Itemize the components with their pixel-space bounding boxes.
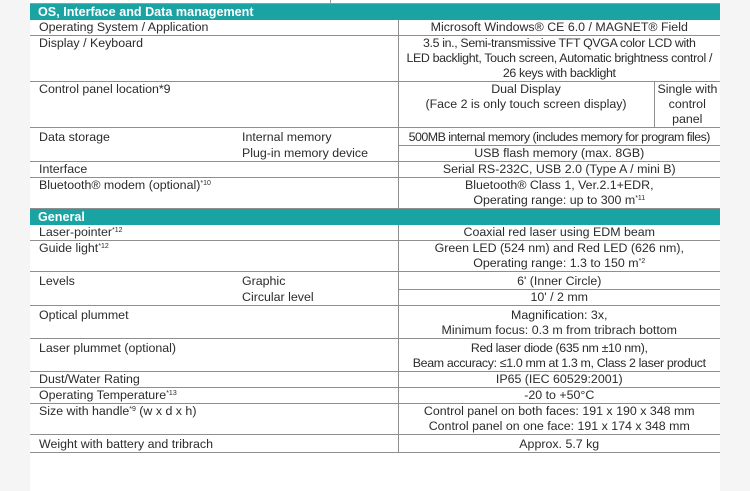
row-value: USB flash memory (max. 8GB) [398,146,720,162]
row-display-keyboard [30,36,720,82]
row-value: Serial RS-232C, USB 2.0 (Type A / mini B) [398,162,720,178]
row-label: Display / Keyboard [30,36,398,82]
row-value: Red laser diode (635 nm ±10 nm), Beam accuracy: ≤1.0 mm at 1.3 m, Class 2 laser product [398,339,720,372]
row-optical-plummet [30,306,720,339]
row-interface [30,162,720,178]
row-sublabel: Plug-in memory device [242,146,398,162]
row-value: Control panel on both faces: 191 x 190 x 348 mm Control panel on one face: 191 x 174 x 348 mm [398,404,720,435]
row-value: Magnification: 3x, Minimum focus: 0.3 m from tribrach bottom [398,306,720,339]
row-value: Bluetooth® Class 1, Ver.2.1+EDR, Operating range: up to 300 $m^{*11}$ [398,178,720,209]
row-value: Green LED (524 nm) and Red LED (626 nm), Operating range: 1.3 to 150 $m^{*2}$ [398,241,720,272]
row-label: Levels [39,274,75,288]
row-value: IP65 (IEC 60529:2001) [398,372,720,388]
row-label: Interface [30,162,398,178]
row-weight [30,435,720,453]
row-dust-water [30,372,720,388]
row-label: Laser-pointer$^{*12}$ [30,225,398,241]
single-display-value: Single with control panel [654,82,720,128]
row-label: Weight with battery and tribrach [30,435,398,453]
row-operating-temperature [30,388,720,404]
row-size [30,404,720,435]
row-label: Operating Temperature$^{*13}$ [30,388,398,404]
row-data-storage-internal [30,128,720,146]
row-levels-graphic [30,272,720,290]
row-laser-pointer [30,225,720,241]
row-value: Approx. 5.7 kg [398,435,720,453]
row-control-panel [30,82,720,128]
spec-table [30,4,720,453]
section-header-general: General [30,209,720,226]
row-label: Data storage [39,130,110,144]
row-bluetooth [30,178,720,209]
row-value: -20 to +50°C [398,388,720,404]
dual-display-value: Dual Display (Face 2 is only touch screen display) [398,82,654,128]
row-value: 10' / 2 mm [398,290,720,306]
row-label: Dust/Water Rating [30,372,398,388]
row-label: Size with handle$^{*9}$ (w x d x h) [30,404,398,435]
row-value: 500MB internal memory (includes memory for program files) [398,128,720,146]
row-label: Guide light$^{*12}$ [30,241,398,272]
row-value: Microsoft Windows® CE 6.0 / MAGNET® Field [398,20,720,36]
row-sublabel: Graphic [242,274,286,288]
row-sublabel: Circular level [242,290,398,306]
row-guide-light [30,241,720,272]
row-laser-plummet [30,339,720,372]
row-data-storage-plugin [30,146,720,162]
row-label: Optical plummet [30,306,398,339]
row-sublabel: Internal memory [242,130,332,144]
section-header-os: OS, Interface and Data management [30,4,720,20]
row-label: Laser plummet (optional) [30,339,398,372]
row-label: Operating System / Application [30,20,398,36]
row-os-application [30,20,720,36]
row-value: Coaxial red laser using EDM beam [398,225,720,241]
row-value: 3.5 in., Semi-transmissive TFT QVGA color LCD with LED backlight, Touch screen, Automatic brightness control / 26 keys with backlight [398,36,720,82]
row-value: 6' (Inner Circle) [398,272,720,290]
row-label: Control panel location*9 [30,82,398,128]
row-label: Bluetooth® modem (optional)$^{*10}$ [30,178,398,209]
row-levels-circular [30,290,720,306]
